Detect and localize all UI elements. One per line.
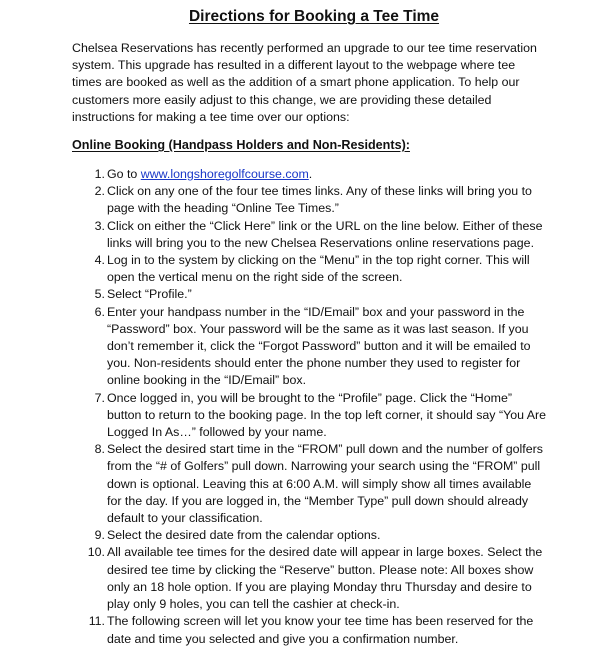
step-text: Select the desired start time in the “FROM” pull down and the number of golfers from the “# of Golfers” pull down. Narrowing your search using the “FROM” pull down is optional. Leaving this at 6:00 A.M. will simply show all times available for the day. If you are logged in, the “Member Type” pull down should already default to your classification.	[107, 442, 543, 526]
step-text: Select the desired date from the calendar options.	[107, 528, 381, 543]
step-number: 8.	[94, 442, 105, 457]
list-item	[72, 304, 548, 390]
list-item	[72, 252, 548, 286]
steps-list	[72, 166, 548, 648]
step-text: All available tee times for the desired date will appear in large boxes. Select the desired tee time by clicking the “Reserve” button. Please note: All boxes show only an 18 hole option. If you are playing Monday thru Thursday and desire to play only 9 holes, you can tell the cashier at check-in.	[107, 545, 543, 612]
step-text: Go to	[107, 167, 141, 182]
step-text: The following screen will let you know your tee time has been reserved for the date and time you selected and give you a confirmation number.	[107, 614, 534, 646]
step-text: Click on either the “Click Here” link or the URL on the line below. Either of these links will bring you to the new Chelsea Reservations online reservations page.	[107, 218, 543, 250]
list-item	[72, 613, 548, 647]
step-number: 5.	[94, 287, 105, 302]
list-item	[72, 166, 548, 183]
list-item	[72, 390, 548, 442]
step-text: Enter your handpass number in the “ID/Email” box and your password in the “Password” box. Your password will be the same as it was last season. If you don’t remember it, click the “Forgot Password” button and it will be emailed to you. Non-residents should enter the phone number they used to register for online booking in the “ID/Email” box.	[107, 304, 531, 388]
step-number: 9.	[94, 528, 105, 543]
step-number: 10.	[87, 545, 105, 560]
step-number: 11.	[88, 614, 105, 629]
step-text: Log in to the system by clicking on the “Menu” in the top right corner. This will open the vertical menu on the right side of the screen.	[107, 253, 530, 285]
list-item	[72, 218, 548, 252]
step-number: 2.	[94, 184, 105, 199]
list-item	[72, 183, 548, 217]
step-number: 6.	[94, 304, 105, 319]
intro-paragraph: Chelsea Reservations has recently performed an upgrade to our tee time reservation system. This upgrade has resulted in a different layout to the webpage where tee times are booked as well as the addition of a smart phone application. To help our customers more easily adjust to this change, we are providing these detailed instructions for making a tee time over our options:	[72, 41, 537, 124]
list-item	[72, 544, 548, 613]
list-item	[72, 441, 548, 527]
list-item	[72, 527, 548, 544]
step-text-suffix: .	[308, 167, 313, 182]
document-title: Directions for Booking a Tee Time	[188, 8, 440, 25]
step-number: 3.	[94, 218, 105, 233]
step-number: 7.	[94, 390, 105, 405]
step-number: 1.	[94, 167, 105, 182]
section-heading: Online Booking (Handpass Holders and Non-Residents):	[72, 138, 410, 153]
website-link[interactable]: www.longshoregolfcourse.com	[140, 167, 309, 182]
step-number: 4.	[94, 253, 105, 268]
list-item	[72, 286, 548, 303]
step-text: Select “Profile.”	[107, 287, 192, 302]
step-text: Click on any one of the four tee times links. Any of these links will bring you to page with the heading “Online Tee Times.”	[107, 184, 532, 216]
step-text: Once logged in, you will be brought to the “Profile” page. Click the “Home” button to return to the booking page. In the top left corner, it should say “You Are Logged In As…” followed by your name.	[107, 390, 547, 440]
